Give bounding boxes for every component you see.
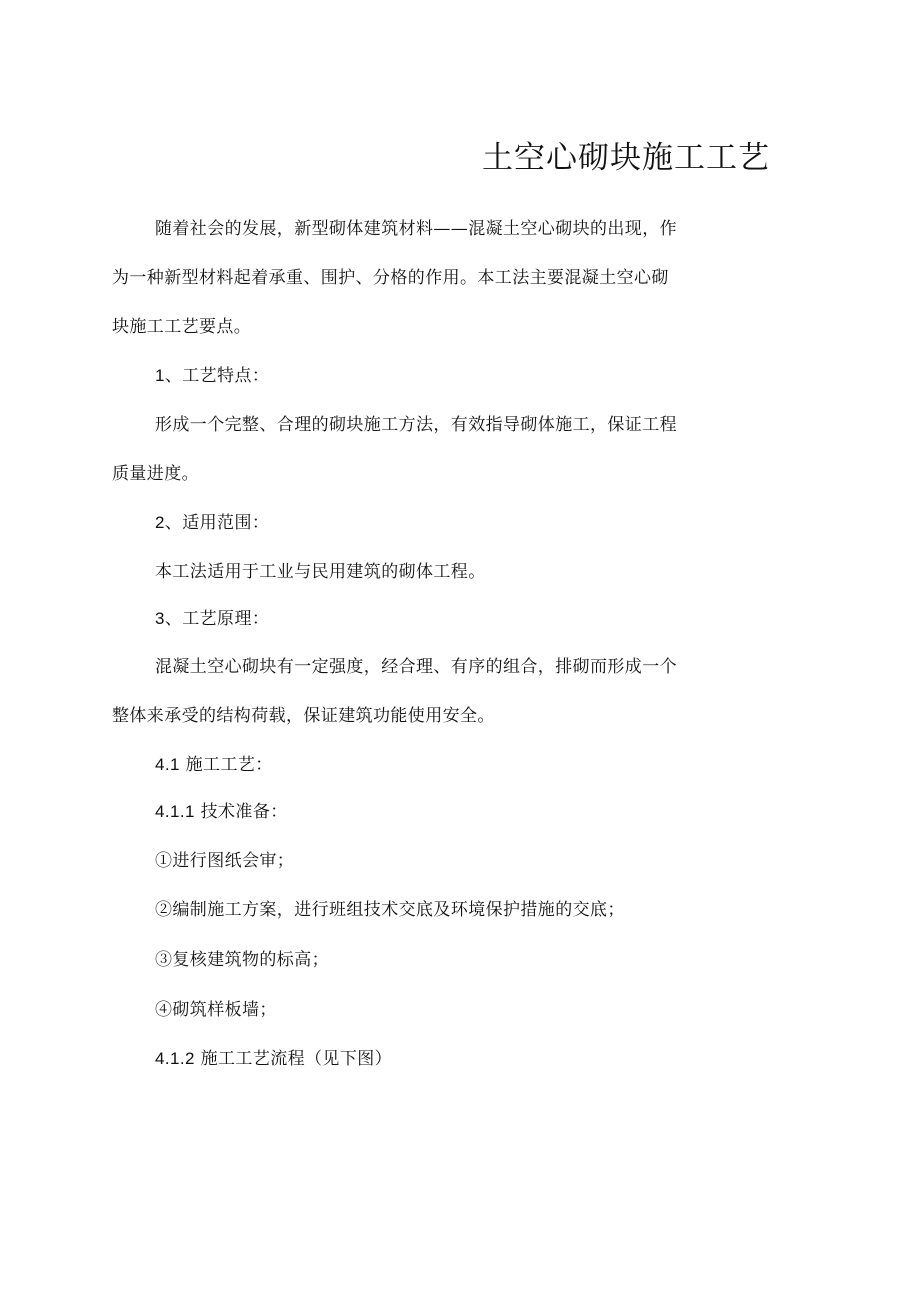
section-heading-4-1-1 — [155, 797, 288, 822]
section-number: 4.1.1 — [155, 802, 195, 821]
prep-item-1: ①进行图纸会审； — [155, 851, 295, 871]
section-label: 、工艺原理： — [164, 609, 270, 629]
intro-line-3: 块施工工艺要点。 — [112, 317, 252, 337]
sec1-body-line-1: 形成一个完整、合理的砌块施工方法，有效指导砌体施工，保证工程 — [155, 415, 677, 435]
intro-line-2: 为一种新型材料起着承重、围护、分格的作用。本工法主要混凝土空心砌 — [112, 268, 669, 288]
section-heading-1 — [155, 361, 269, 386]
intro-line-1: 随着社会的发展，新型砌体建筑材料——混凝土空心砌块的出现，作 — [155, 219, 677, 239]
section-number: 3 — [155, 609, 165, 628]
section-label: 施工工艺流程（见下图） — [194, 1049, 393, 1069]
prep-item-3: ③复核建筑物的标高； — [155, 950, 329, 970]
section-label: 施工工艺： — [179, 755, 273, 775]
section-heading-4-1-2 — [155, 1044, 392, 1069]
sec1-body-line-2: 质量进度。 — [112, 464, 199, 484]
section-label: 技术准备： — [194, 802, 288, 822]
prep-item-4: ④砌筑样板墙； — [155, 1000, 277, 1020]
prep-item-2: ②编制施工方案，进行班组技术交底及环境保护措施的交底； — [155, 900, 625, 920]
section-heading-4-1 — [155, 750, 273, 775]
sec2-body-line-1: 本工法适用于工业与民用建筑的砌体工程。 — [155, 562, 486, 582]
section-heading-3 — [155, 604, 269, 629]
section-label: 、工艺特点： — [164, 366, 270, 386]
section-number: 4.1.2 — [155, 1049, 195, 1068]
section-number: 4.1 — [155, 755, 180, 774]
section-label: 、适用范围： — [164, 513, 270, 533]
sec3-body-line-2: 整体来承受的结构荷载，保证建筑功能使用安全。 — [112, 706, 495, 726]
sec3-body-line-1: 混凝土空心砌块有一定强度，经合理、有序的组合，排砌而形成一个 — [155, 657, 677, 677]
section-heading-2 — [155, 508, 269, 533]
document-title: 土空心砌块施工工艺 — [482, 140, 770, 176]
section-number: 1 — [155, 366, 165, 385]
section-number: 2 — [155, 513, 165, 532]
